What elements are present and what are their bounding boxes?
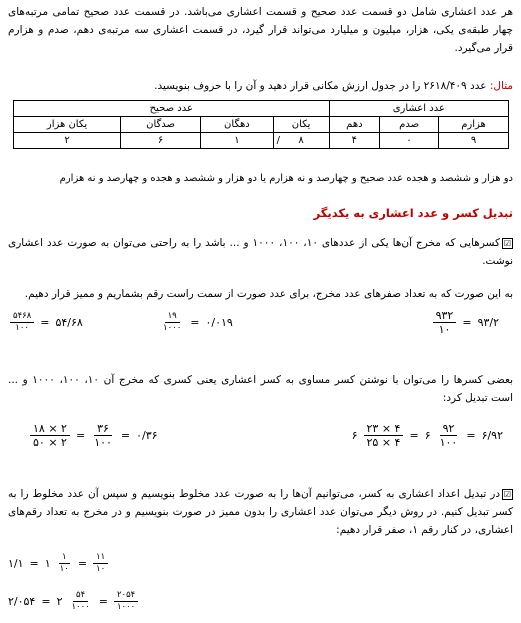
digit-cell: ۴ <box>329 133 380 149</box>
col-header: دهم <box>329 117 380 133</box>
integer-group-header: عدد صحیح <box>14 101 330 117</box>
col-header: هزارم <box>439 117 509 133</box>
digit-cell: ۲ <box>14 133 121 149</box>
col-header: یکان هزار <box>14 117 121 133</box>
digit-cell: ۰ <box>380 133 439 149</box>
result: ۶/۹۲ <box>481 429 503 442</box>
intro-paragraph: هر عدد اعشاری شامل دو قسمت عدد صحیح و قسمت اعشاری می‌باشد. در قسمت عدد صحیح تمامی مرتبه‌های چهار طبقه‌ی یکی، هزار، میلیون و میلیارد می‌تواند قرار گیرد، در قسمت اعشاری سه مرتبه‌ی دهم، صدم و هزارم قرار می‌گیرد. <box>8 6 513 54</box>
fraction: $\frac{۱۱}{۱۰}$ <box>93 552 108 575</box>
example3-a: ۱/۱ = ۱ $\frac{۱}{۱۰}$ = $\frac{۱۱}{۱۰}$ <box>8 552 108 575</box>
digit-cell <box>273 133 329 149</box>
digit-value: ۸ <box>298 135 304 146</box>
fraction: $\frac{۱۹}{۱۰۰۰}$ <box>163 311 182 333</box>
checkbox-icon: ☑ <box>503 239 512 248</box>
fraction: $\frac{۳۶}{۱۰۰}$ <box>94 422 112 449</box>
number-reading: دو هزار و ششصد و هجده عدد صحیح و چهارصد و نه هزارم یا دو هزار و ششصد و هجده و چهارصد و نه هزارم <box>59 173 513 184</box>
result: ۹۳/۲ <box>477 316 499 329</box>
fraction: $\frac{۵۴}{۱۰۰۰}$ <box>71 590 90 612</box>
paragraph-3: بعضی کسرها را می‌توان با نوشتن کسر مساوی به کسر اعشاری یعنی کسری که مخرج آن ۱۰، ۱۰۰، ۱۰۰۰ و ... است تبدیل کرد: <box>8 374 514 404</box>
fraction: $\frac{۹۲}{۱۰۰}$ <box>439 422 458 449</box>
example1-c: $\frac{۵۴۶۸}{۱۰۰}$ = ۵۴/۶۸ <box>10 311 83 334</box>
checkbox-icon: ☑ <box>503 490 512 499</box>
result: ۰/۳۶ <box>136 429 158 442</box>
fraction: $\frac{۲۰۵۴}{۱۰۰۰}$ <box>114 590 138 613</box>
example1-b: $\frac{۱۹}{۱۰۰۰}$ = ۰/۰۱۹ <box>160 311 233 334</box>
col-header: یکان <box>273 117 329 133</box>
example-line <box>8 77 513 95</box>
paragraph-4 <box>8 485 513 539</box>
fraction: $\frac{۱}{۱۰}$ <box>59 552 69 574</box>
digit-cell: ۹ <box>439 133 509 149</box>
paragraph-2: به این صورت که به تعداد صفرهای عدد مخرج، برای عدد صورت از سمت راست رقم بشماریم و ممیز قرار دهیم. <box>24 288 513 300</box>
fraction: $\frac{۲۳ \times ۴}{۲۵ \times ۴}$ <box>364 422 404 449</box>
digit-cell: ۶ <box>121 133 201 149</box>
fraction: $\frac{۱۸ \times ۲}{۵۰ \times ۲}$ <box>30 422 70 449</box>
decimal-group-header: عدد اعشاری <box>329 101 508 117</box>
fraction: $\frac{۵۴۶۸}{۱۰۰}$ <box>10 311 34 334</box>
col-header: دهگان <box>201 117 273 133</box>
example-label: مثال: <box>489 80 513 92</box>
decimal-separator: / <box>276 135 280 146</box>
result: ۵۴/۶۸ <box>55 316 83 329</box>
paragraph-4-text: در تبدیل اعداد اعشاری به کسر، می‌توانیم آن‌ها را به صورت عدد مخلوط بنویسیم و سپس آن عدد مخلوط را به کسر تبدیل کنیم. در روش دیگر می‌توان عدد اعشاری را بدون ممیز در صورت بنویسیم و در مخرج به تعداد رقم‌های اعشاری، در کنار رقم ۱، صفر قرار دهیم: <box>8 488 513 536</box>
fraction: $\frac{۹۳۲}{۱۰}$ <box>433 309 457 336</box>
paragraph-1 <box>8 234 513 270</box>
example2-b: $\frac{۱۸ \times ۲}{۵۰ \times ۲}$ = $\frac{۳۶}{۱۰۰}$ = ۰/۳۶ <box>30 422 158 449</box>
section-heading: تبدیل کسر و عدد اعشاری به یکدیگر <box>313 206 513 220</box>
col-header: صدم <box>380 117 439 133</box>
example2-a: ۶ $\frac{۲۳ \times ۴}{۲۵ \times ۴}$ = ۶ $\frac{۹۲}{۱۰۰}$ = ۶/۹۲ <box>351 422 503 449</box>
digit-cell: ۱ <box>201 133 273 149</box>
col-header: صدگان <box>121 117 201 133</box>
example1-a: $\frac{۹۳۲}{۱۰}$ = ۹۳/۲ <box>433 309 499 336</box>
place-value-table <box>13 100 509 149</box>
example3-b: ۲/۰۵۴ = ۲ $\frac{۵۴}{۱۰۰۰}$ = $\frac{۲۰۵۴}{۱۰۰۰}$ <box>8 590 138 613</box>
result: ۰/۰۱۹ <box>205 316 233 329</box>
example-text: عدد ۲۶۱۸/۴۰۹ را در جدول ارزش مکانی قرار دهید و آن را با حروف بنویسید. <box>154 80 487 92</box>
paragraph-1-text: کسرهایی که مخرج آن‌ها یکی از عددهای ۱۰، ۱۰۰، ۱۰۰۰ و ... باشد را به راحتی می‌توان به صورت عدد اعشاری نوشت. <box>8 237 513 267</box>
